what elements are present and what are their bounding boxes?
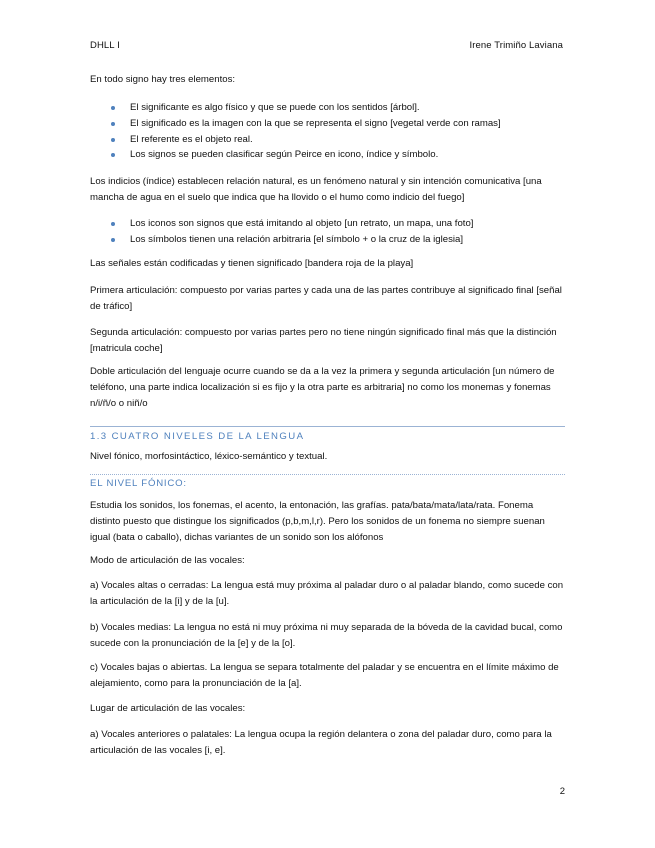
intro-paragraph: En todo signo hay tres elementos: bbox=[90, 74, 236, 85]
list-item: Los iconos son signos que está imitando al objeto [un retrato, un mapa, una foto] bbox=[90, 216, 565, 232]
bullet-icon bbox=[111, 222, 115, 226]
section-divider bbox=[90, 426, 565, 427]
bullet-icon bbox=[111, 122, 115, 126]
vocales-bajas-paragraph: c) Vocales bajas o abiertas. La lengua se separa totalmente del paladar y se encuentra en el límite máximo de alejamiento, como para la pronunciación de la [a]. bbox=[90, 662, 559, 689]
section-13-text: Nivel fónico, morfosintáctico, léxico-semántico y textual. bbox=[90, 451, 328, 462]
bullet-icon bbox=[111, 106, 115, 110]
list-item: El referente es el objeto real. bbox=[90, 132, 565, 148]
indicios-paragraph: Los indicios (índice) establecen relación natural, es un fenómeno natural y sin intención comunicativa [una mancha de agua en el suelo que indica que ha llovido o el humo como indicio del fuego] bbox=[90, 176, 542, 203]
subsection-divider bbox=[90, 474, 565, 475]
primera-articulacion-paragraph: Primera articulación: compuesto por varias partes y cada una de las partes contribuye al significado final [señal de tráfico] bbox=[90, 285, 562, 312]
header-course: DHLL I bbox=[90, 40, 120, 51]
list-item: El significante es algo físico y que se puede con los sentidos [árbol]. bbox=[90, 100, 565, 116]
section-heading: 1.3 CUATRO NIVELES DE LA LENGUA bbox=[90, 431, 305, 442]
bullet-icon bbox=[111, 153, 115, 157]
fonico-paragraph: Estudia los sonidos, los fonemas, el acento, la entonación, las grafías. pata/bata/mata/lata/rata. Fonema distinto puesto que distingue los significados (p,b,m,l,r). Pero los sonidos de un fonema no siempre suenan igual (bata o caballo), dichas variantes de un sonido son los alófonos bbox=[90, 500, 545, 543]
doble-articulacion-paragraph: Doble articulación del lenguaje ocurre cuando se da a la vez la primera y segunda articulación [un número de teléfono, una parte indica localización si es fijo y la otra parte es arbitraria] no como los monemas y fonemas n/i/ñ/o o niñ/o bbox=[90, 366, 555, 409]
bullet-icon bbox=[111, 238, 115, 242]
list-item: El significado es la imagen con la que se representa el signo [vegetal verde con ramas] bbox=[90, 116, 565, 132]
vocales-medias-paragraph: b) Vocales medias: La lengua no está ni muy próxima ni muy separada de la bóveda de la cavidad bucal, como sucede con la pronunciación de la [e] y de la [o]. bbox=[90, 622, 563, 649]
signs-types-list bbox=[90, 216, 565, 248]
list-item: Los signos se pueden clasificar según Peirce en icono, índice y símbolo. bbox=[90, 147, 565, 163]
header-author: Irene Trimiño Laviana bbox=[469, 40, 563, 51]
list-item: Los símbolos tienen una relación arbitraria [el símbolo + o la cruz de la iglesia] bbox=[90, 232, 565, 248]
vocales-anteriores-paragraph: a) Vocales anteriores o palatales: La lengua ocupa la región delantera o zona del paladar duro, como para la articulación de las vocales [i, e]. bbox=[90, 729, 552, 756]
bullet-icon bbox=[111, 138, 115, 142]
page-number: 2 bbox=[559, 786, 565, 797]
modo-articulacion-heading: Modo de articulación de las vocales: bbox=[90, 555, 245, 566]
sign-elements-list bbox=[90, 100, 565, 163]
senales-paragraph: Las señales están codificadas y tienen significado [bandera roja de la playa] bbox=[90, 258, 414, 269]
segunda-articulacion-paragraph: Segunda articulación: compuesto por varias partes pero no tiene ningún significado final más que la distinción [matricula coche] bbox=[90, 327, 557, 354]
subsection-heading: EL NIVEL FÓNICO: bbox=[90, 478, 187, 489]
vocales-altas-paragraph: a) Vocales altas o cerradas: La lengua está muy próxima al paladar duro o al paladar blando, como sucede con la articulación de la [i] y de la [u]. bbox=[90, 580, 564, 607]
lugar-articulacion-heading: Lugar de articulación de las vocales: bbox=[90, 703, 246, 714]
